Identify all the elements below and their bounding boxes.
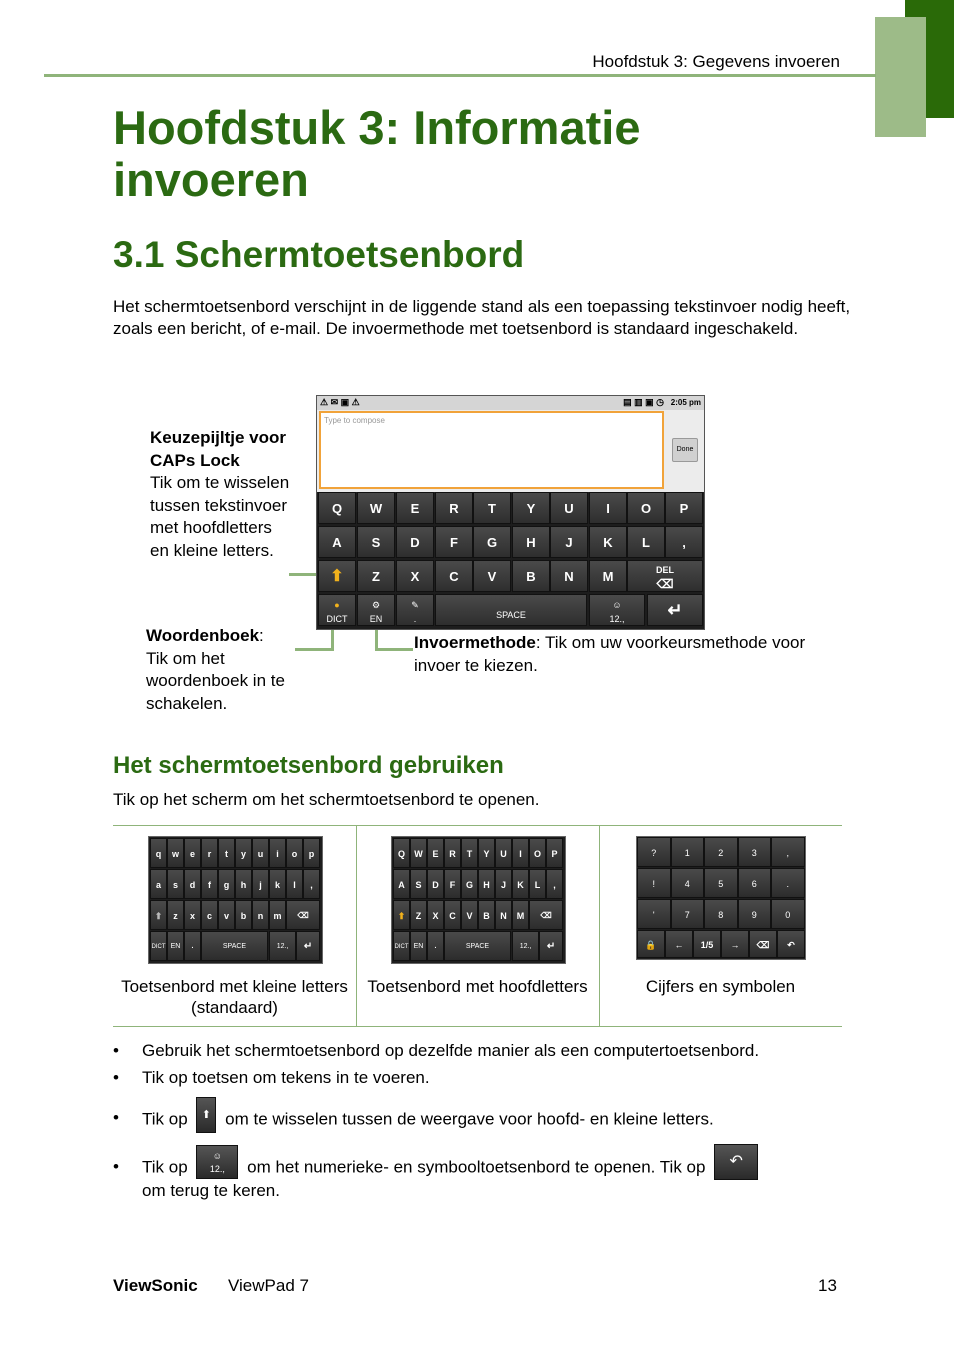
num-page-indicator[interactable]: 1/5 <box>693 930 721 958</box>
key-i[interactable]: I <box>589 492 627 524</box>
bullet-4-post: om terug te keren. <box>142 1181 280 1200</box>
num-key-14[interactable]: 0 <box>771 899 805 929</box>
lower-key-15[interactable]: h <box>235 869 252 899</box>
bullet-dot: • <box>113 1108 119 1127</box>
undo-key-icon: ↶ <box>714 1144 758 1180</box>
compose-area <box>317 410 704 492</box>
numbers-key-icon: ☺ 12., <box>196 1145 238 1179</box>
lower-key-16[interactable]: j <box>252 869 269 899</box>
lower-key-10[interactable]: a <box>150 869 167 899</box>
upper-key-24[interactable]: B <box>478 900 495 930</box>
running-header: Hoofdstuk 3: Gegevens invoeren <box>592 52 840 71</box>
upper-key-19[interactable]: , <box>546 869 563 899</box>
lower-key-2[interactable]: e <box>184 838 201 868</box>
delete-label: DEL <box>656 565 674 575</box>
footer-brand: ViewSonic <box>113 1276 198 1295</box>
num-key-4[interactable]: , <box>771 837 805 867</box>
page-number: 13 <box>818 1276 837 1295</box>
upper-key-7[interactable]: I <box>512 838 529 868</box>
key-g[interactable]: G <box>473 526 511 558</box>
lower-enter-key[interactable]: ↵ <box>296 931 320 961</box>
enter-arrow-icon: ↵ <box>667 600 683 620</box>
chapter-title: Hoofdstuk 3: Informatie invoeren <box>113 101 641 206</box>
tablet-screenshot <box>316 395 705 630</box>
bullet-2-text: Tik op toetsen om tekens in te voeren. <box>142 1068 430 1087</box>
connector-dict-h <box>295 648 333 651</box>
upper-key-26[interactable]: M <box>512 900 529 930</box>
bullet-3-post: om te wisselen tussen de weergave voor hoofd- en kleine letters. <box>225 1109 714 1129</box>
upper-key-8[interactable]: O <box>529 838 546 868</box>
lower-key-1[interactable]: w <box>167 838 184 868</box>
language-label: EN <box>369 614 383 624</box>
annotation-caps-title: Keuzepijltje voor CAPs Lock <box>150 428 287 470</box>
bullet-3-text <box>142 1107 714 1133</box>
upper-delete-key[interactable]: ⌫ <box>529 900 563 930</box>
bullet-4-pre: Tik op <box>142 1157 188 1177</box>
status-time: 2:05 pm <box>670 398 701 407</box>
lower-key-5[interactable]: y <box>235 838 252 868</box>
keyboard-lowercase <box>148 836 323 964</box>
key-y[interactable]: Y <box>512 492 550 524</box>
upper-space-key[interactable]: SPACE <box>444 931 511 961</box>
upper-key-14[interactable]: G <box>461 869 478 899</box>
lower-shift-key[interactable]: ⬆ <box>150 900 167 930</box>
upper-key-25[interactable]: N <box>495 900 512 930</box>
upper-key-21[interactable]: X <box>427 900 444 930</box>
done-button[interactable]: Done <box>672 438 698 462</box>
num-undo-key[interactable]: ↶ <box>777 930 805 958</box>
upper-key-2[interactable]: E <box>427 838 444 868</box>
upper-key-5[interactable]: Y <box>478 838 495 868</box>
num-key-9[interactable]: . <box>771 868 805 898</box>
bullet-dot: • <box>113 1068 119 1087</box>
bullet-1-text: Gebruik het schermtoetsenbord op dezelfde manier als een computertoetsenbord. <box>142 1041 760 1060</box>
annotation-caps <box>150 427 290 562</box>
lower-key-20[interactable]: z <box>167 900 184 930</box>
lower-key-23[interactable]: v <box>218 900 235 930</box>
num-key-7[interactable]: 5 <box>704 868 738 898</box>
pencil-icon: ✎ <box>411 600 419 610</box>
dict-label: DICT <box>326 614 348 624</box>
lower-key-19[interactable]: , <box>303 869 320 899</box>
lower-key-14[interactable]: g <box>218 869 235 899</box>
backspace-icon: ⌫ <box>656 577 674 591</box>
upper-key-11[interactable]: S <box>410 869 427 899</box>
upper-key-15[interactable]: H <box>478 869 495 899</box>
lower-key-25[interactable]: n <box>252 900 269 930</box>
lower-key-8[interactable]: o <box>286 838 303 868</box>
key-l[interactable]: L <box>627 526 665 558</box>
key-q[interactable]: Q <box>318 492 356 524</box>
annotation-input-text: : Tik om uw voorkeursmethode voor invoer te kiezen. <box>414 633 806 675</box>
key-d[interactable]: D <box>396 526 434 558</box>
lower-key-18[interactable]: l <box>286 869 303 899</box>
key-s[interactable]: S <box>357 526 395 558</box>
upper-key-16[interactable]: J <box>495 869 512 899</box>
bullet-2 <box>113 1067 853 1089</box>
num-key-5[interactable]: ! <box>637 868 671 898</box>
connector-input-h <box>375 648 413 651</box>
intro-paragraph: Het schermtoetsenbord verschijnt in de liggende stand als een toepassing tekstinvoer nodig heeft, zoals een bericht, of e-mail. De invoermethode met toetsenbord is standaard ingeschakeld. <box>113 297 851 338</box>
lower-key-24[interactable]: b <box>235 900 252 930</box>
shift-arrow-icon: ⬆ <box>330 568 344 585</box>
caption-uppercase: Toetsenbord met hoofdletters <box>367 977 588 996</box>
upper-key-22[interactable]: C <box>444 900 461 930</box>
upper-key-0[interactable]: Q <box>393 838 410 868</box>
bullet-3 <box>113 1107 853 1129</box>
key-u[interactable]: U <box>550 492 588 524</box>
lower-key-4[interactable]: t <box>218 838 235 868</box>
key-z[interactable]: Z <box>357 560 395 592</box>
lower-key-12[interactable]: d <box>184 869 201 899</box>
num-key-1[interactable]: 1 <box>671 837 705 867</box>
key-o[interactable]: O <box>627 492 665 524</box>
upper-key-9[interactable]: P <box>546 838 563 868</box>
upper-key-23[interactable]: V <box>461 900 478 930</box>
delete-key[interactable] <box>627 560 703 592</box>
num-arrow-right-key[interactable]: → <box>721 930 749 958</box>
bullet-1 <box>113 1040 853 1062</box>
lower-key-0[interactable]: q <box>150 838 167 868</box>
key-t[interactable]: T <box>473 492 511 524</box>
key-b[interactable]: B <box>512 560 550 592</box>
upper-key-20[interactable]: Z <box>410 900 427 930</box>
keyboard-table <box>113 825 842 1027</box>
subsection-intro: Tik op het scherm om het schermtoetsenbord te openen. <box>113 790 540 809</box>
key-e[interactable]: E <box>396 492 434 524</box>
key-p[interactable]: P <box>665 492 703 524</box>
key-h[interactable]: H <box>512 526 550 558</box>
bullet-dot: • <box>113 1041 119 1060</box>
key-c[interactable]: C <box>435 560 473 592</box>
footer-model: ViewPad 7 <box>228 1276 309 1295</box>
caption-lowercase: Toetsenbord met kleine letters (standaard) <box>121 977 348 1017</box>
num-key-11[interactable]: 7 <box>671 899 705 929</box>
num-key-8[interactable]: 6 <box>738 868 772 898</box>
lower-key-21[interactable]: x <box>184 900 201 930</box>
keyboard-uppercase <box>391 836 566 964</box>
lower-key-7[interactable]: i <box>269 838 286 868</box>
num-key-6[interactable]: 4 <box>671 868 705 898</box>
lower-key-26[interactable]: m <box>269 900 286 930</box>
upper-key-17[interactable]: K <box>512 869 529 899</box>
section-title: 3.1 Schermtoetsenbord <box>113 234 525 275</box>
annotation-input <box>414 632 814 677</box>
notification-icons: ⚠ ✉ ▣ ⚠ <box>320 397 360 407</box>
upper-key-4[interactable]: T <box>461 838 478 868</box>
lower-key-17[interactable]: k <box>269 869 286 899</box>
num-key-3[interactable]: 3 <box>738 837 772 867</box>
bullet-4-text <box>142 1151 842 1202</box>
lower-key-3[interactable]: r <box>201 838 218 868</box>
upper-key-1[interactable]: W <box>410 838 427 868</box>
lower-key-11[interactable]: s <box>167 869 184 899</box>
annotation-input-title: Invoermethode <box>414 633 536 652</box>
num-arrow-left-key[interactable]: ← <box>665 930 693 958</box>
lower-numbers-key[interactable]: 12., <box>269 931 296 961</box>
upper-period-key[interactable]: . <box>427 931 444 961</box>
lower-delete-key[interactable]: ⌫ <box>286 900 320 930</box>
upper-shift-key[interactable]: ⬆ <box>393 900 410 930</box>
lower-key-6[interactable]: u <box>252 838 269 868</box>
key-a[interactable]: A <box>318 526 356 558</box>
num-key-12[interactable]: 8 <box>704 899 738 929</box>
bullet-dot: • <box>113 1157 119 1176</box>
bullet-4 <box>113 1151 853 1206</box>
caps-key[interactable] <box>318 560 356 592</box>
key-m[interactable]: M <box>589 560 627 592</box>
caption-numbers: Cijfers en symbolen <box>645 977 796 996</box>
space-key[interactable]: SPACE <box>435 594 587 626</box>
keyboard-numbers <box>636 836 806 960</box>
period-key[interactable] <box>396 594 434 626</box>
upper-key-12[interactable]: D <box>427 869 444 899</box>
settings-gear-icon: ⚙ <box>371 600 381 610</box>
upper-dict-key[interactable]: DICT <box>393 931 410 961</box>
lower-period-key[interactable]: . <box>184 931 201 961</box>
lower-key-22[interactable]: c <box>201 900 218 930</box>
num-key-13[interactable]: 9 <box>738 899 772 929</box>
lower-key-13[interactable]: f <box>201 869 218 899</box>
num-lock-key[interactable]: 🔒 <box>637 930 665 958</box>
key-k[interactable]: K <box>589 526 627 558</box>
header-rule <box>44 74 876 77</box>
key-r[interactable]: R <box>435 492 473 524</box>
status-icons: ▤ ▥ ▣ ◷ <box>623 397 664 407</box>
subsection-title: Het schermtoetsenbord gebruiken <box>113 752 504 779</box>
annotation-caps-text: Tik om te wisselen tussen tekstinvoer met hoofdletters en kleine letters. <box>150 473 290 560</box>
num-key-2[interactable]: 2 <box>704 837 738 867</box>
smiley-icon: ☺ <box>612 600 622 610</box>
key-v[interactable]: V <box>473 560 511 592</box>
compose-input[interactable]: Type to compose <box>319 411 664 489</box>
lower-key-9[interactable]: p <box>303 838 320 868</box>
chapter-tab-light <box>875 17 926 137</box>
num-delete-key[interactable]: ⌫ <box>749 930 777 958</box>
numbers-label: 12., <box>609 614 625 624</box>
upper-key-6[interactable]: U <box>495 838 512 868</box>
upper-enter-key[interactable]: ↵ <box>539 931 563 961</box>
upper-numbers-key[interactable]: 12., <box>512 931 539 961</box>
num-key-0[interactable]: ? <box>637 837 671 867</box>
num-key-10[interactable]: ' <box>637 899 671 929</box>
key-x[interactable]: X <box>396 560 434 592</box>
language-key[interactable] <box>357 594 395 626</box>
upper-language-key[interactable]: EN <box>410 931 427 961</box>
numbers-key-icon-label: 12., <box>209 1164 225 1174</box>
annotation-dict-title: Woordenboek <box>146 626 260 645</box>
numbers-key[interactable] <box>589 594 645 626</box>
key-f[interactable]: F <box>435 526 473 558</box>
upper-key-13[interactable]: F <box>444 869 461 899</box>
bullet-4-mid: om het numerieke- en symbooltoetsenbord te openen. Tik op <box>247 1157 706 1177</box>
key-j[interactable]: J <box>550 526 588 558</box>
key-comma[interactable]: , <box>665 526 703 558</box>
upper-key-3[interactable]: R <box>444 838 461 868</box>
annotation-dict: Woordenboek: Tik om het woordenboek in te schakelen. <box>146 626 285 713</box>
annotation-dict-text: Tik om het woordenboek in te schakelen. <box>146 648 285 713</box>
bullet-3-pre: Tik op <box>142 1109 188 1129</box>
key-n[interactable]: N <box>550 560 588 592</box>
lower-dict-key[interactable]: DICT <box>150 931 167 961</box>
upper-key-10[interactable]: A <box>393 869 410 899</box>
key-w[interactable]: W <box>357 492 395 524</box>
lower-language-key[interactable]: EN <box>167 931 184 961</box>
upper-key-18[interactable]: L <box>529 869 546 899</box>
period-label: . <box>413 614 417 624</box>
lower-space-key[interactable]: SPACE <box>201 931 268 961</box>
enter-key[interactable] <box>647 594 703 626</box>
dict-key[interactable] <box>318 594 356 626</box>
dict-dot-icon: ● <box>334 600 340 610</box>
shift-key-icon: ⬆ <box>196 1097 216 1133</box>
status-bar <box>317 396 704 410</box>
